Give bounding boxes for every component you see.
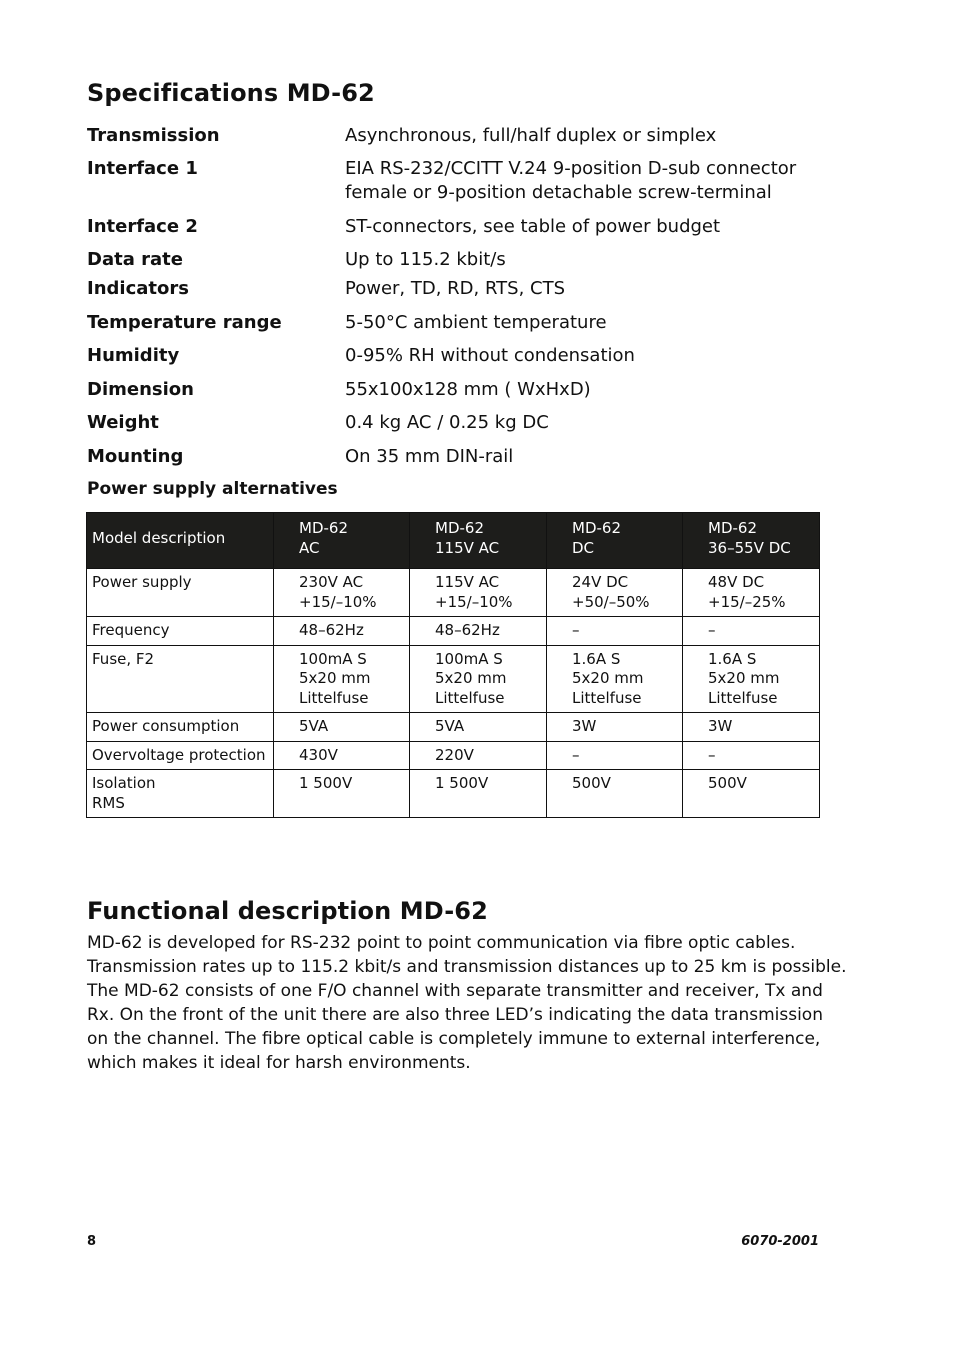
header-line: MD-62 [435, 519, 484, 537]
table-row [87, 569, 820, 617]
paragraph-line: on the channel. The fibre optical cable is completely immune to external interference, [87, 1029, 821, 1049]
row-label [87, 770, 274, 818]
table-cell-line: 5VA [435, 717, 465, 735]
paragraph-line: MD-62 is developed for RS-232 point to point communication via fibre optic cables. [87, 933, 796, 953]
table-cell-line: 3W [572, 717, 597, 735]
spec-value [345, 378, 845, 402]
power-supply-table [86, 512, 820, 818]
table-cell [410, 645, 547, 713]
spec-value-line: ST-connectors, see table of power budget [345, 216, 721, 237]
table-cell-line: 5x20 mm [299, 669, 371, 687]
spec-value [345, 215, 845, 239]
document-number: 6070-2001 [741, 1234, 819, 1249]
table-cell [274, 770, 410, 818]
row-label-line: Frequency [92, 621, 170, 639]
spec-label: Humidity [87, 345, 180, 366]
table-cell-line: 430V [299, 745, 338, 764]
spec-label: Mounting [87, 446, 184, 467]
row-label [87, 645, 274, 713]
table-cell-line: 100mA S [299, 649, 367, 668]
spec-label: Interface 2 [87, 216, 198, 237]
spec-value-line: Power, TD, RD, RTS, CTS [345, 278, 566, 299]
header-column [410, 513, 547, 569]
table-cell-line: 48–62Hz [299, 621, 364, 639]
spec-value [345, 157, 845, 205]
table-cell [410, 617, 547, 646]
header-line: MD-62 [708, 519, 757, 537]
table-cell [547, 569, 683, 617]
table-cell-line: 1.6A S [572, 649, 621, 668]
table-row [87, 741, 820, 770]
table-cell-line: +50/–50% [572, 592, 650, 611]
spec-value [345, 344, 845, 368]
table-cell-line: +15/–25% [708, 592, 786, 611]
header-column [547, 513, 683, 569]
paragraph-line: which makes it ideal for harsh environments. [87, 1053, 471, 1073]
table-cell [547, 741, 683, 770]
table-cell-line: – [708, 745, 716, 764]
table-cell [274, 617, 410, 646]
header-line: MD-62 [299, 519, 348, 537]
row-label-line: RMS [92, 793, 125, 812]
table-cell-line: 1 500V [435, 774, 489, 792]
table-cell-line: 1 500V [299, 774, 353, 792]
table-cell-line: 48V DC [708, 573, 765, 591]
header-column [274, 513, 410, 569]
table-cell [547, 770, 683, 818]
table-cell [683, 770, 820, 818]
spec-label: Dimension [87, 379, 194, 400]
table-cell-line: 230V AC [299, 573, 364, 591]
spec-value [345, 445, 845, 469]
spec-label: Weight [87, 412, 159, 433]
table-cell [683, 645, 820, 713]
row-label [87, 617, 274, 646]
table-cell-line: 220V [435, 745, 474, 764]
table-cell-line: 500V [708, 774, 747, 792]
table-cell [547, 645, 683, 713]
table-cell-line: – [708, 621, 716, 639]
spec-value [345, 411, 845, 435]
functional-description-paragraph [87, 931, 847, 1075]
paragraph-line: Rx. On the front of the unit there are also three LED’s indicating the data transmission [87, 1005, 823, 1025]
specifications-heading: Specifications MD-62 [87, 79, 375, 107]
table-cell [547, 617, 683, 646]
spec-value-line: Up to 115.2 kbit/s [345, 249, 506, 270]
spec-value-line: 0-95% RH without condensation [345, 345, 635, 366]
table-row [87, 617, 820, 646]
header-line: MD-62 [572, 519, 621, 537]
table-header-row [87, 513, 820, 569]
table-cell-line: +15/–10% [435, 592, 513, 611]
row-label-line: Overvoltage protection [92, 745, 266, 764]
spec-value [345, 277, 845, 301]
table-row [87, 770, 820, 818]
paragraph-line: The MD-62 consists of one F/O channel with separate transmitter and receiver, Tx and [87, 981, 823, 1001]
table-cell-line: – [572, 621, 580, 639]
table-cell [274, 645, 410, 713]
table-cell-line: 3W [708, 717, 733, 735]
table-cell [683, 713, 820, 742]
row-label-line: Power supply [92, 573, 192, 591]
spec-value [345, 124, 845, 148]
table-cell-line: 5x20 mm [708, 669, 780, 687]
row-label [87, 569, 274, 617]
spec-value-line: female or 9-position detachable screw-terminal [345, 182, 772, 203]
spec-value-line: 0.4 kg AC / 0.25 kg DC [345, 412, 549, 433]
table-cell [274, 569, 410, 617]
table-cell [274, 741, 410, 770]
table-cell-line: 5VA [299, 717, 329, 735]
spec-label: Transmission [87, 125, 220, 146]
spec-value-line: Asynchronous, full/half duplex or simplex [345, 125, 717, 146]
table-row [87, 713, 820, 742]
spec-value-line: 55x100x128 mm ( WxHxD) [345, 379, 591, 400]
table-cell [410, 770, 547, 818]
spec-value-line: 5-50°C ambient temperature [345, 312, 607, 333]
spec-label: Data rate [87, 249, 183, 270]
table-cell-line: 115V AC [435, 573, 500, 591]
spec-value [345, 311, 845, 335]
row-label-line: Fuse, F2 [92, 649, 155, 668]
table-cell [683, 741, 820, 770]
table-cell-line: 500V [572, 774, 611, 792]
table-cell [274, 713, 410, 742]
table-cell [410, 713, 547, 742]
table-cell-line: 100mA S [435, 649, 503, 668]
spec-value [345, 248, 845, 272]
table-cell-line: 24V DC [572, 573, 629, 591]
spec-value-line: EIA RS-232/CCITT V.24 9-position D-sub connector [345, 158, 797, 179]
page-number: 8 [87, 1234, 97, 1249]
header-line: DC [572, 538, 595, 557]
power-supply-title: Power supply alternatives [87, 479, 338, 499]
table-cell [683, 569, 820, 617]
spec-label: Temperature range [87, 312, 282, 333]
table-cell [683, 617, 820, 646]
row-label [87, 741, 274, 770]
row-label-line: Isolation [92, 774, 156, 792]
table-cell [410, 569, 547, 617]
header-line: AC [299, 538, 320, 557]
spec-label: Indicators [87, 278, 189, 299]
spec-value-line: On 35 mm DIN-rail [345, 446, 514, 467]
table-row [87, 645, 820, 713]
table-cell [410, 741, 547, 770]
table-cell-line: Littelfuse [435, 688, 505, 707]
table-cell-line: 48–62Hz [435, 621, 500, 639]
row-label [87, 713, 274, 742]
table-cell-line: Littelfuse [299, 688, 369, 707]
header-column [683, 513, 820, 569]
header-line: 36–55V DC [708, 538, 791, 557]
table-cell-line: 5x20 mm [572, 669, 644, 687]
table-cell-line: 5x20 mm [435, 669, 507, 687]
table-cell-line: Littelfuse [572, 688, 642, 707]
header-model-description: Model description [87, 513, 274, 569]
paragraph-line: Transmission rates up to 115.2 kbit/s and transmission distances up to 25 km is possible. [87, 957, 847, 977]
table-cell-line: Littelfuse [708, 688, 778, 707]
table-cell-line: – [572, 745, 580, 764]
header-line: 115V AC [435, 538, 500, 557]
table-cell-line: 1.6A S [708, 649, 757, 668]
table-cell [547, 713, 683, 742]
spec-label: Interface 1 [87, 158, 198, 179]
functional-description-heading: Functional description MD-62 [87, 897, 488, 925]
table-cell-line: +15/–10% [299, 592, 377, 611]
row-label-line: Power consumption [92, 717, 240, 735]
